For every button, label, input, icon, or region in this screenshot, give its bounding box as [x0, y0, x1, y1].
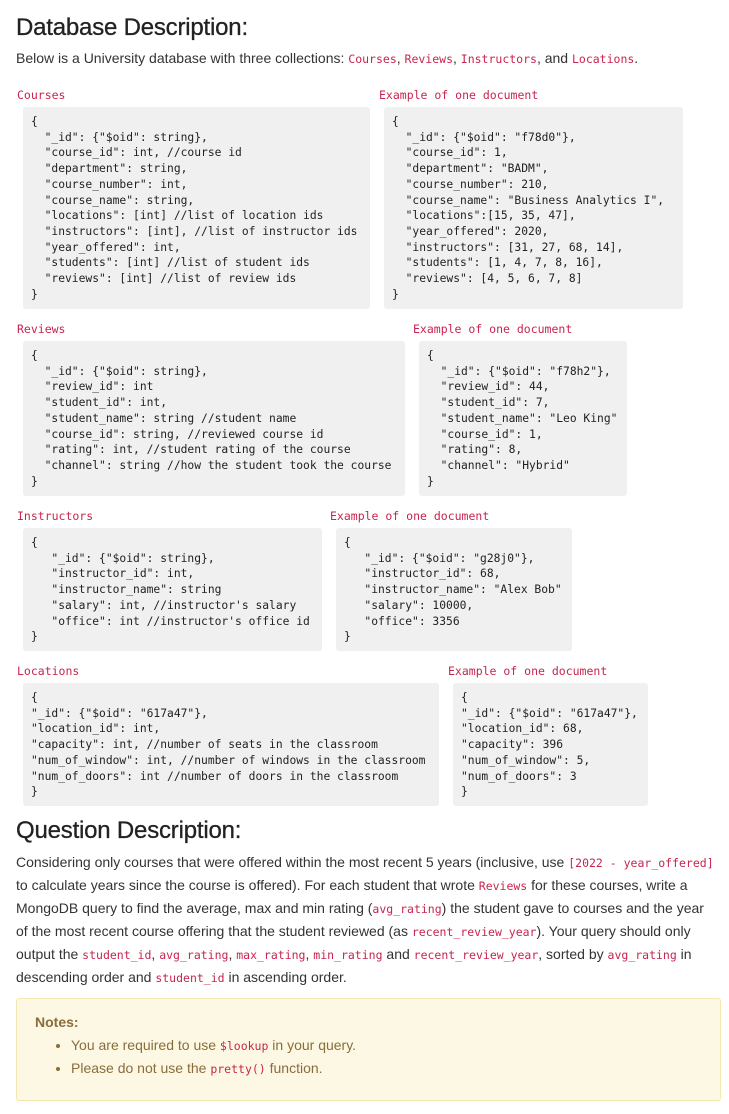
courses-label: Courses — [17, 88, 66, 102]
locations-example-code: { "_id": {"$oid": "617a47"}, "location_id": 68, "capacity": 396 "num_of_window": 5, "num_of_doors": 3 } — [461, 691, 638, 799]
database-heading: Database Description: — [16, 14, 248, 41]
courses-example-label: Example of one document — [379, 88, 539, 102]
reviews-example-label: Example of one document — [413, 322, 573, 336]
reviews-example-code: { "_id": {"$oid": "f78h2"}, "review_id": 44, "student_id": 7, "student_name": "Leo King" "course_id": 1, "rating": 8, "channel": "Hybrid" } — [427, 349, 618, 488]
instructors-label: Instructors — [17, 509, 94, 523]
instructors-schema-block — [23, 528, 322, 651]
notes-title: Notes: — [35, 1014, 79, 1030]
locations-schema-code: { "_id": {"$oid": "617a47"}, "location_id": int, "capacity": int, //number of seats in the classroom "num_of_window": int, //number of windows in the classroom "num_of_doors": int //number of doors in the classroom } — [31, 691, 426, 799]
reviews-schema-code: { "_id": {"$oid": string}, "review_id": int "student_id": int, "student_name": string //student name "course_id": string, //reviewed course id "rating": int, //student rating of the course "channel": string //how the student took the course } — [31, 349, 392, 488]
collection-courses: Courses — [348, 52, 397, 66]
locations-label: Locations — [17, 664, 80, 678]
question-heading: Question Description: — [16, 817, 242, 844]
note-item-lookup: • You are required to use $lookup in your query. — [71, 1034, 356, 1057]
notes-list — [17, 1034, 356, 1080]
collection-reviews: Reviews — [404, 52, 453, 66]
database-intro: Below is a University database with three collections: Courses, Reviews, Instructors, and Locations. — [16, 50, 639, 66]
instructors-example-label: Example of one document — [330, 509, 490, 523]
courses-example-block — [384, 107, 683, 309]
courses-schema-block — [23, 107, 370, 309]
note-item-pretty: • Please do not use the pretty() function. — [71, 1057, 356, 1080]
reviews-example-block — [419, 341, 627, 496]
reviews-label: Reviews — [17, 322, 66, 336]
reviews-schema-block — [23, 341, 405, 496]
collection-locations: Locations — [571, 52, 635, 66]
locations-schema-block — [23, 683, 439, 806]
courses-schema-code: { "_id": {"$oid": string}, "course_id": int, //course id "department": string, "course_number": int, "course_name": string, "locations": [int] //list of location ids "instructors": [int], //list of instructor ids "year_offered": int, "students": [int] //list of student ids "reviews": [int] //list of review ids } — [31, 115, 358, 301]
instructors-schema-code: { "_id": {"$oid": string}, "instructor_id": int, "instructor_name": string "salary": int, //instructor's salary "office": int //instructor's office id } — [31, 536, 310, 644]
question-text: Considering only courses that were offered within the most recent 5 years (inclusive, use [2022 - year_offered] to calculate years since the course is offered). For each student that wrote Reviews for these courses, write a MongoDB query to find the average, max and min rating (avg_rating) the student gave to courses and the year of the most recent course offering that the student reviewed (as recent_review_year). Your query should only output the student_id, avg_rating, max_rating, min_rating and recent_review_year, sorted by avg_rating in descending order and student_id in ascending order. — [16, 854, 714, 985]
locations-example-block — [453, 683, 648, 806]
locations-example-label: Example of one document — [448, 664, 608, 678]
courses-example-code: { "_id": {"$oid": "f78d0"}, "course_id": 1, "department": "BADM", "course_number": 210, "course_name": "Business Analytics I", "locations":[15, 35, 47], "year_offered": 2020, "instructors": [31, 27, 68, 14], "students": [1, 4, 7, 8, 16], "reviews": [4, 5, 6, 7, 8] } — [392, 115, 665, 301]
instructors-example-block — [336, 528, 572, 651]
instructors-example-code: { "_id": {"$oid": "g28j0"}, "instructor_id": 68, "instructor_name": "Alex Bob" "salary": 10000, "office": 3356 } — [344, 536, 562, 644]
notes-box — [16, 998, 721, 1101]
collection-instructors: Instructors — [460, 52, 537, 66]
